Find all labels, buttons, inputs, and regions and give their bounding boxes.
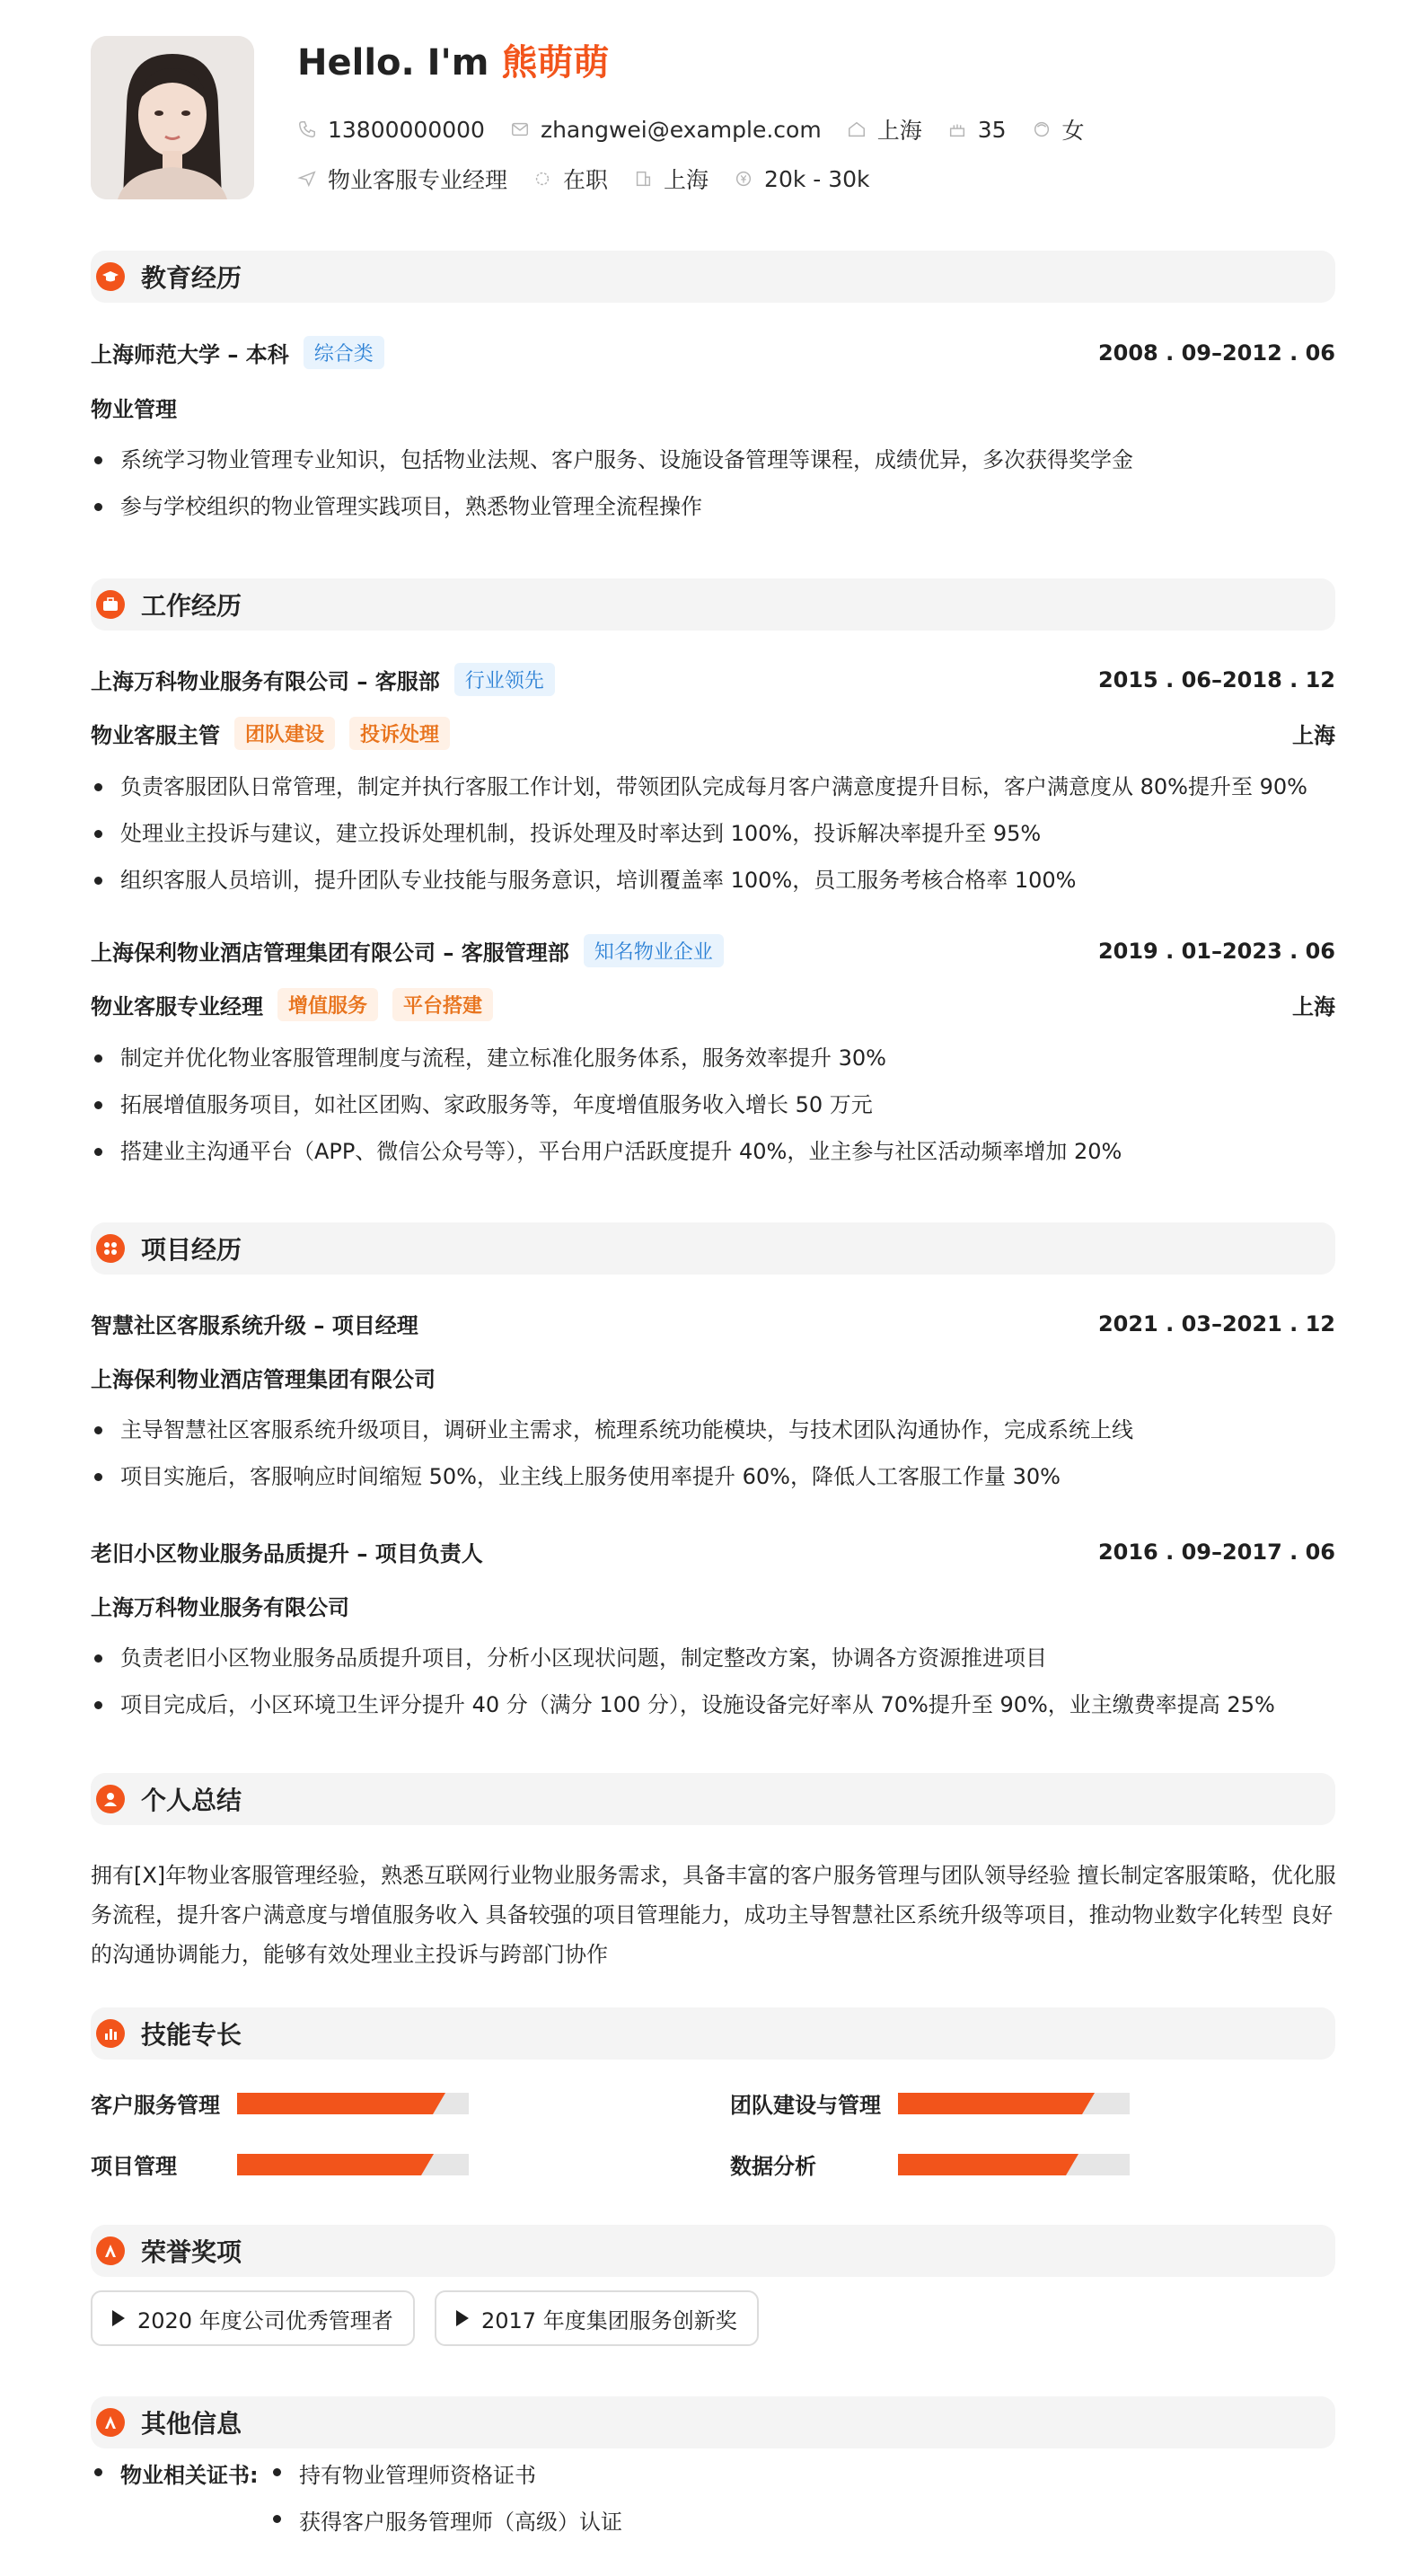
certificate-label: 物业相关证书: [91,2457,259,2489]
avatar [91,36,254,199]
section-skills [91,2007,1335,2060]
job-intent-row [297,163,870,195]
email-text: zhangwei@example.com [540,116,822,143]
section-summary [91,1773,1335,1825]
company-tag: 知名物业企业 [584,934,724,967]
role-tag: 团队建设 [234,717,335,750]
company-name: 上海万科物业服务有限公司 – 客服部 [91,669,440,694]
summary-text: 拥有[X]年物业客服管理经验，熟悉互联网行业物业服务需求，具备丰富的客户服务管理与团队领导经验 擅长制定客服策略，优化服务流程，提升客户满意度与增值服务收入 具备较强的项目管理能力，成功主导智慧社区系统升级等项目，推动物业数字化转型 良好的沟通协调能力，能够有效处理业主投诉与跨部门协作 [91,1863,1336,1967]
award-label: 2017 年度集团服务创新奖 [481,2307,737,2333]
briefcase-icon [96,590,125,619]
school-name: 上海师范大学 – 本科 [91,342,289,367]
bar-chart-icon [96,2019,125,2048]
work-date: 2015 . 06–2018 . 12 [1097,666,1335,693]
portrait-image [91,36,254,199]
skill-name: 数据分析 [730,2154,816,2179]
list-item: 负责老旧小区物业服务品质提升项目，分析小区现状问题，制定整改方案，协调各方资源推进项目 [91,1635,1335,1681]
status-icon [533,169,552,189]
play-triangle-icon [456,2310,469,2326]
project-date: 2021 . 03–2021 . 12 [1097,1310,1335,1337]
gender-info [1032,113,1085,146]
list-item: 拓展增值服务项目，如社区团购、家政服务等，年度增值服务收入增长 50 万元 [91,1081,1335,1128]
skill-level-cap [1082,2093,1095,2114]
list-item: 主导智慧社区客服系统升级项目，调研业主需求，梳理系统功能模块，与技术团队沟通协作，完成系统上线 [91,1407,1335,1453]
phone-info[interactable] [297,117,485,143]
role-tag: 增值服务 [277,988,378,1021]
cake-icon [947,119,967,139]
gender-text: 女 [1061,118,1085,144]
greeting [297,34,609,85]
skill-level-cap [1066,2154,1078,2175]
school-tag: 综合类 [304,336,384,369]
graduation-cap-icon [96,262,125,291]
list-item: 参与学校组织的物业管理实践项目，熟悉物业管理全流程操作 [91,483,1335,530]
section-title: 个人总结 [141,1786,242,1815]
award-item [435,2290,759,2346]
role-title: 物业客服主管 [91,723,220,748]
company-tag: 行业领先 [454,663,555,696]
gender-icon [1032,119,1052,139]
list-item: 项目实施后，客服响应时间缩短 50%，业主线上服务使用率提升 60%，降低人工客服工作量 30% [91,1453,1335,1500]
work-1-bullets [91,763,1335,904]
work-city: 上海 [1292,994,1335,1019]
list-item: 制定并优化物业客服管理制度与流程，建立标准化服务体系，服务效率提升 30% [91,1035,1335,1081]
skill-level-bar [898,2093,1130,2114]
skill-level-fill [898,2154,1066,2175]
play-triangle-icon [112,2310,125,2326]
project-2-header-row [91,1536,1335,1567]
section-work [91,578,1335,631]
badge-icon [96,2408,125,2437]
work-2-bullets [91,1035,1335,1175]
list-item: 系统学习物业管理专业知识，包括物业法规、客户服务、设施设备管理等课程，成绩优异，多次获得奖学金 [91,437,1335,483]
location-text: 上海 [876,118,922,144]
work-city: 上海 [1292,723,1335,748]
project-1-org-row [91,1362,1335,1393]
phone-icon [297,119,317,139]
role-tag: 投诉处理 [349,717,450,750]
work-2-header-row [91,934,1335,967]
work-date: 2019 . 01–2023 . 06 [1097,938,1335,964]
project-date: 2016 . 09–2017 . 06 [1097,1539,1335,1565]
skill-level-cap [421,2154,434,2175]
skill-name: 客户服务管理 [91,2093,220,2118]
skill-level-fill [237,2154,421,2175]
target-city-text: 上海 [664,167,709,193]
skill-level-fill [898,2093,1082,2114]
section-other [91,2396,1335,2448]
candidate-name: 熊萌萌 [501,42,610,84]
skill-level-cap [433,2093,445,2114]
home-icon [847,119,867,139]
list-item: 搭建业主沟通平台（APP、微信公众号等），平台用户活跃度提升 40%，业主参与社区活动频率增加 20% [91,1128,1335,1175]
medal-icon [96,2236,125,2265]
section-education [91,251,1335,303]
major-name: 物业管理 [91,397,177,422]
work-2-role-row [91,988,1335,1021]
project-title: 智慧社区客服系统升级 – 项目经理 [91,1313,418,1338]
grid-icon [96,1234,125,1263]
skill-level-bar [237,2154,469,2175]
person-icon [96,1785,125,1813]
education-bullets [91,437,1335,530]
target-position-text: 物业客服专业经理 [328,167,508,193]
target-city-info [633,163,709,195]
section-title: 教育经历 [141,263,242,293]
company-name: 上海保利物业酒店管理集团有限公司 – 客服管理部 [91,940,569,966]
skill-name: 项目管理 [91,2154,177,2179]
role-tag: 平台搭建 [392,988,493,1021]
location-info [847,113,922,146]
phone-text: 13800000000 [328,116,485,143]
project-2-bullets [91,1635,1335,1728]
section-title: 荣誉奖项 [141,2237,242,2267]
send-icon [297,169,317,189]
role-title: 物业客服专业经理 [91,994,263,1019]
skill-level-bar [898,2154,1130,2175]
list-item: 项目完成后，小区环境卫生评分提升 40 分（满分 100 分），设施设备完好率从 70%提升至 90%，业主缴费率提高 25% [91,1681,1335,1728]
education-major-row [91,392,1335,423]
award-label: 2020 年度公司优秀管理者 [137,2307,393,2333]
section-title: 项目经历 [141,1235,242,1265]
skill-level-bar [237,2093,469,2114]
award-item [91,2290,415,2346]
certificate-item: 获得客户服务管理师（高级）认证 [269,2504,622,2536]
list-item: 负责客服团队日常管理，制定并执行客服工作计划，带领团队完成每月客户满意度提升目标，客户满意度从 80%提升至 90% [91,763,1335,810]
salary-info [734,166,870,192]
education-date: 2008 . 09–2012 . 06 [1097,340,1335,366]
list-item: 处理业主投诉与建议，建立投诉处理机制，投诉处理及时率达到 100%，投诉解决率提升至 95% [91,810,1335,857]
greeting-text: Hello. I'm [297,42,489,84]
section-title: 工作经历 [141,591,242,621]
project-2-org-row [91,1590,1335,1621]
certificate-item: 持有物业管理师资格证书 [269,2457,536,2489]
mail-icon [510,119,530,139]
list-item: 组织客服人员培训，提升团队专业技能与服务意识，培训覆盖率 100%，员工服务考核合格率 100% [91,857,1335,904]
project-title: 老旧小区物业服务品质提升 – 项目负责人 [91,1541,483,1566]
section-projects [91,1222,1335,1275]
salary-icon [734,169,753,189]
skill-name: 团队建设与管理 [730,2093,881,2118]
employment-status-info [533,163,608,195]
section-title: 技能专长 [141,2020,242,2050]
project-org: 上海保利物业酒店管理集团有限公司 [91,1367,436,1392]
work-1-header-row [91,663,1335,696]
resume-header [91,0,1335,216]
salary-text: 20k - 30k [764,165,870,192]
age-text: 35 [977,116,1007,143]
project-1-bullets [91,1407,1335,1500]
education-header-row [91,336,1335,369]
section-awards [91,2225,1335,2277]
project-1-header-row [91,1308,1335,1339]
employment-status-text: 在职 [563,167,609,193]
target-position-info [297,163,507,195]
age-info [947,117,1007,143]
contact-row [297,113,1085,146]
email-info[interactable] [510,117,822,143]
skill-level-fill [237,2093,433,2114]
work-1-role-row [91,717,1335,750]
project-org: 上海万科物业服务有限公司 [91,1595,349,1620]
section-title: 其他信息 [141,2409,242,2439]
building-icon [633,169,653,189]
